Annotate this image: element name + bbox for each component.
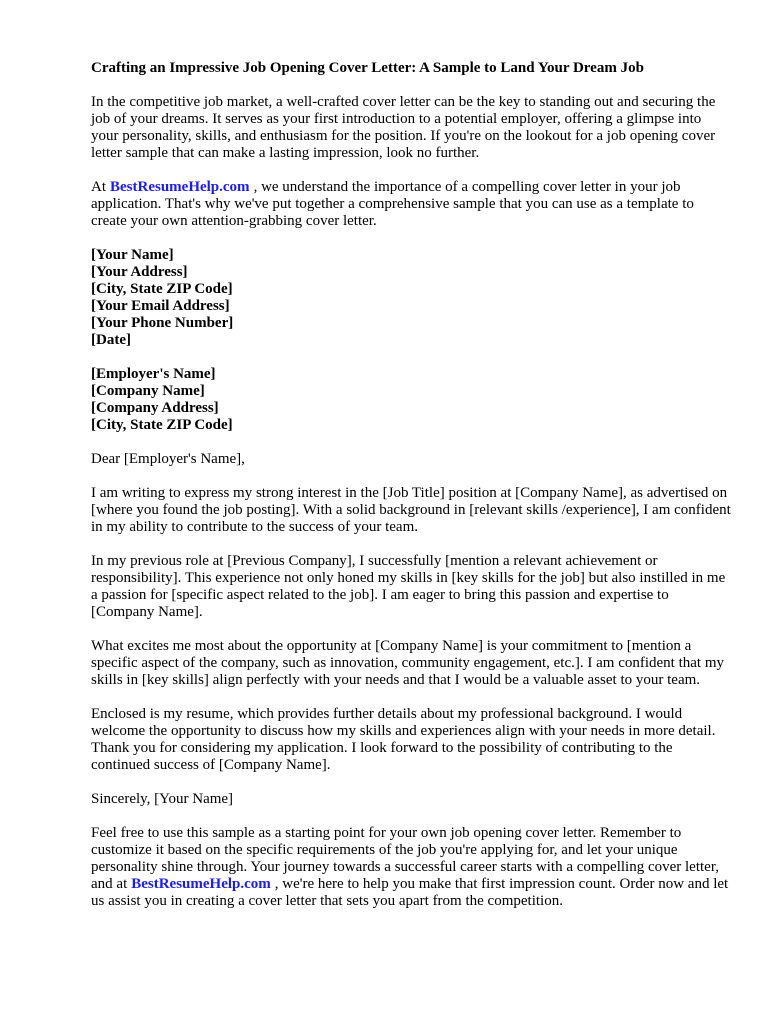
salutation: Dear [Employer's Name], xyxy=(91,451,245,467)
intro-paragraph: In the competitive job market, a well-crafted cover letter can be the key to standing out and securing the job of your dreams. It serves as your first introduction to a potential employer, offering a glimpse into your personality, skills, and enthusiasm for the position. If you're on the lookout for a job opening cover letter sample that can make a lasting impression, look no further. xyxy=(91,94,716,161)
sender-line: [Date] xyxy=(91,332,131,348)
page-title: Crafting an Impressive Job Opening Cover Letter: A Sample to Land Your Dream Job xyxy=(91,60,644,76)
employer-line: [Company Address] xyxy=(91,400,219,416)
sender-line: [Your Address] xyxy=(91,264,188,280)
sender-line: [Your Email Address] xyxy=(91,298,230,314)
body-paragraph: I am writing to express my strong interest in the [Job Title] position at [Company Name], as advertised on [where you found the job posting]. With a solid background in [relevant skills /experience], I am confident in my ability to contribute to the success of your team. xyxy=(91,485,731,535)
bestresumehelp-link[interactable]: BestResumeHelp.com xyxy=(131,876,271,892)
employer-line: [Company Name] xyxy=(91,383,205,399)
bestresumehelp-link[interactable]: BestResumeHelp.com xyxy=(110,179,250,195)
at-paragraph-prefix: At xyxy=(91,179,106,195)
sender-line: [City, State ZIP Code] xyxy=(91,281,233,297)
document-page xyxy=(91,60,731,927)
sender-address-block xyxy=(91,247,731,349)
employer-address-block xyxy=(91,366,731,434)
sender-line: [Your Phone Number] xyxy=(91,315,234,331)
final-paragraph-suffix: , we're here to help you make that first impression count. Order now and let us assist you in creating a cover letter that sets you apart from the competition. xyxy=(91,876,729,909)
body-paragraph: What excites me most about the opportunity at [Company Name] is your commitment to [mention a specific aspect of the company, such as innovation, community engagement, etc.]. I am confident that my skills in [key skills] align perfectly with your needs and that I would be a valuable asset to your team. xyxy=(91,638,724,688)
closing: Sincerely, [Your Name] xyxy=(91,791,234,807)
final-paragraph-prefix: Feel free to use this sample as a starting point for your own job opening cover letter. Remember to customize it based on the specific requirements of the job you're applying for, and let your unique personality shine through. Your journey towards a successful career starts with a compelling cover letter, and at xyxy=(91,825,719,892)
at-paragraph-suffix: , we understand the importance of a compelling cover letter in your job application. That's why we've put together a comprehensive sample that you can use as a template to create your own attention-grabbing cover letter. xyxy=(91,179,694,229)
at-paragraph xyxy=(91,179,731,230)
employer-line: [Employer's Name] xyxy=(91,366,216,382)
employer-line: [City, State ZIP Code] xyxy=(91,417,233,433)
final-paragraph xyxy=(91,825,731,910)
body-paragraph: Enclosed is my resume, which provides further details about my professional background. I would welcome the opportunity to discuss how my skills and experiences align with your needs in more detail. Thank you for considering my application. I look forward to the possibility of contributing to the continued success of [Company Name]. xyxy=(91,706,716,773)
body-paragraph: In my previous role at [Previous Company], I successfully [mention a relevant achievement or responsibility]. This experience not only honed my skills in [key skills for the job] but also instilled in me a passion for [specific aspect related to the job]. I am eager to bring this passion and expertise to [Company Name]. xyxy=(91,553,726,620)
sender-line: [Your Name] xyxy=(91,247,174,263)
